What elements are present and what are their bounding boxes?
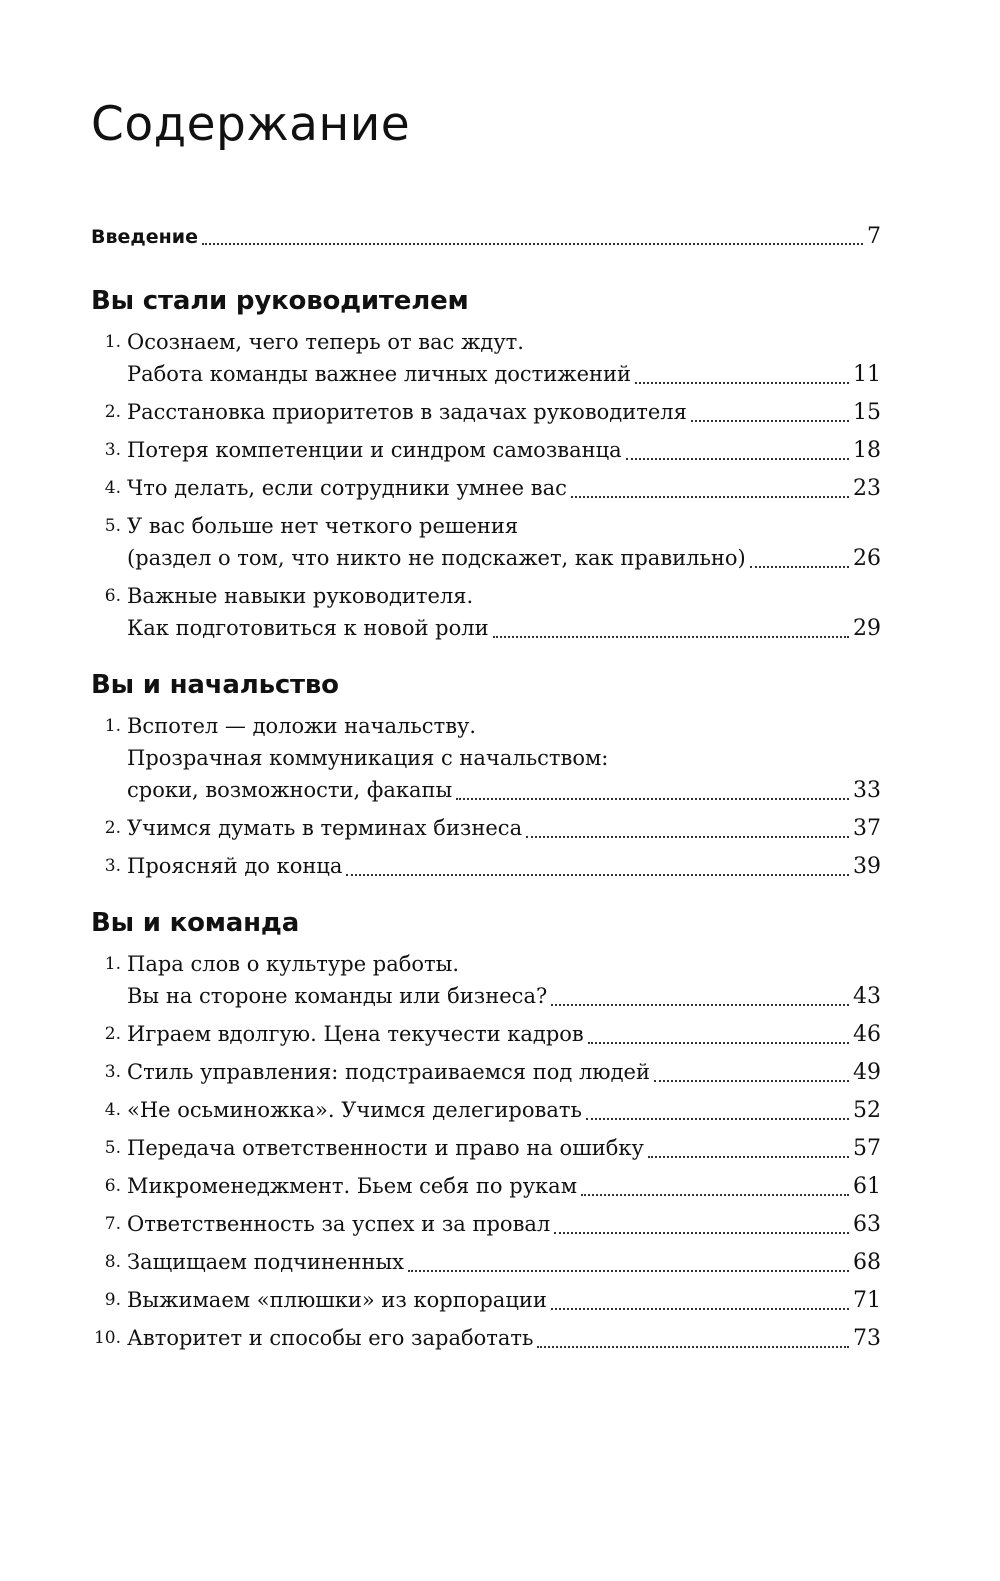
section-heading: Вы и команда <box>91 908 300 938</box>
toc-section <box>91 282 881 650</box>
dot-leader <box>750 566 849 568</box>
toc-entry-line: (раздел о том, что никто не подскажет, как правильно) <box>127 546 746 570</box>
toc-page-number: 18 <box>853 438 881 463</box>
toc-entry[interactable] <box>91 1246 881 1279</box>
toc-entry-number: 9. <box>104 1290 121 1310</box>
dot-leader <box>581 1194 849 1196</box>
toc-page-number: 43 <box>853 984 881 1009</box>
toc-entry[interactable] <box>91 1208 881 1241</box>
dot-leader <box>551 1004 849 1006</box>
section-heading: Вы и начальство <box>91 670 339 700</box>
toc-page-number: 46 <box>853 1022 881 1047</box>
toc-page-number: 61 <box>853 1174 881 1199</box>
toc-section <box>91 666 881 888</box>
toc-entry-label: Введение <box>91 226 198 248</box>
dot-leader <box>586 1118 849 1120</box>
toc-entry[interactable] <box>91 1284 881 1317</box>
toc-entry-number: 4. <box>104 478 121 498</box>
toc-entry-number: 2. <box>104 402 121 422</box>
toc-entry-line: Как подготовиться к новой роли <box>127 616 489 640</box>
toc-entry-line: Играем вдолгую. Цена текучести кадров <box>127 1022 584 1046</box>
toc-entry-number: 3. <box>104 440 121 460</box>
toc-section <box>91 904 881 1360</box>
toc-entry-line: Прозрачная коммуникация с начальством: <box>127 746 609 770</box>
toc-page-number: 15 <box>853 400 881 425</box>
dot-leader <box>691 420 849 422</box>
toc-entry[interactable] <box>91 1056 881 1089</box>
dot-leader <box>554 1232 849 1234</box>
dot-leader <box>537 1346 849 1348</box>
toc-entry[interactable] <box>91 812 881 845</box>
toc-entry[interactable] <box>91 948 881 1013</box>
toc-entry-number: 7. <box>104 1214 121 1234</box>
toc-page-number: 11 <box>853 362 881 387</box>
dot-leader <box>346 874 849 876</box>
page-title: Содержание <box>91 97 411 152</box>
toc-entry-line: сроки, возможности, факапы <box>127 778 453 802</box>
toc-entry-number: 5. <box>104 516 121 536</box>
toc-entry-line: Микроменеджмент. Бьем себя по рукам <box>127 1174 578 1198</box>
toc-entry-line: Работа команды важнее личных достижений <box>127 362 632 386</box>
dot-leader <box>551 1308 849 1310</box>
toc-page-number: 26 <box>853 546 881 571</box>
toc-entry[interactable] <box>91 580 881 645</box>
toc-entry[interactable] <box>91 396 881 429</box>
toc-page-number: 63 <box>853 1212 881 1237</box>
toc-page-number: 68 <box>853 1250 881 1275</box>
dot-leader <box>526 836 849 838</box>
toc-entry[interactable] <box>91 510 881 575</box>
toc-entry-line: Передача ответственности и право на ошибку <box>127 1136 644 1160</box>
toc-entry-number: 4. <box>104 1100 121 1120</box>
toc-entry-line: Пара слов о культуре работы. <box>127 952 460 976</box>
toc-page-number: 73 <box>853 1326 881 1351</box>
toc-entry-line: Ответственность за успех и за провал <box>127 1212 551 1236</box>
dot-leader <box>648 1156 849 1158</box>
toc-entry[interactable] <box>91 850 881 883</box>
dot-leader <box>493 636 849 638</box>
toc-entry[interactable] <box>91 1094 881 1127</box>
toc-entry-number: 1. <box>104 954 121 974</box>
toc-page-number: 39 <box>853 854 881 879</box>
dot-leader <box>626 458 849 460</box>
toc-entry[interactable] <box>91 434 881 467</box>
toc-entry-number: 8. <box>104 1252 121 1272</box>
toc-entry-number: 2. <box>104 1024 121 1044</box>
toc-entry-line: Важные навыки руководителя. <box>127 584 474 608</box>
toc-entry-line: Защищаем подчиненных <box>127 1250 405 1274</box>
toc-entry-line: Учимся думать в терминах бизнеса <box>127 816 523 840</box>
toc-entry-line: Осознаем, чего теперь от вас ждут. <box>127 330 524 354</box>
toc-entry-number: 6. <box>104 1176 121 1196</box>
toc-entry-line: Вспотел — доложи начальству. <box>127 714 477 738</box>
toc-entry[interactable] <box>91 1170 881 1203</box>
toc-entry-line: Авторитет и способы его заработать <box>127 1326 534 1350</box>
dot-leader <box>654 1080 849 1082</box>
toc-page-number: 37 <box>853 816 881 841</box>
toc-entry-number: 6. <box>104 586 121 606</box>
toc-entry-intro[interactable] <box>91 222 881 252</box>
dot-leader <box>588 1042 849 1044</box>
toc-entry-line: Потеря компетенции и синдром самозванца <box>127 438 622 462</box>
dot-leader <box>635 382 849 384</box>
toc-entry[interactable] <box>91 326 881 391</box>
toc-page-number: 7 <box>867 224 881 249</box>
toc-entry-number: 2. <box>104 818 121 838</box>
toc-entry[interactable] <box>91 1018 881 1051</box>
toc-page-number: 23 <box>853 476 881 501</box>
toc-entry[interactable] <box>91 1132 881 1165</box>
toc-entry[interactable] <box>91 1322 881 1355</box>
toc-entry[interactable] <box>91 472 881 505</box>
toc-entry-number: 3. <box>104 1062 121 1082</box>
toc-page-number: 29 <box>853 616 881 641</box>
toc-entry-number: 1. <box>104 716 121 736</box>
toc-page-number: 49 <box>853 1060 881 1085</box>
toc-entry-number: 1. <box>104 332 121 352</box>
dot-leader <box>408 1270 849 1272</box>
toc-entry[interactable] <box>91 710 881 807</box>
toc-entry-line: «Не осьминожка». Учимся делегировать <box>127 1098 582 1122</box>
toc-entry-line: Вы на стороне команды или бизнеса? <box>127 984 548 1008</box>
toc-entry-line: Выжимаем «плюшки» из корпорации <box>127 1288 547 1312</box>
toc-entry-line: Что делать, если сотрудники умнее вас <box>127 476 567 500</box>
toc-entry-number: 3. <box>104 856 121 876</box>
toc-page-number: 57 <box>853 1136 881 1161</box>
toc-entry-number: 5. <box>104 1138 121 1158</box>
toc-entry-number: 10. <box>93 1328 121 1348</box>
toc-entry-line: Проясняй до конца <box>127 854 343 878</box>
dot-leader <box>571 496 849 498</box>
toc-page-number: 33 <box>853 778 881 803</box>
toc-entry-line: Стиль управления: подстраиваемся под людей <box>127 1060 650 1084</box>
dot-leader <box>456 798 849 800</box>
dot-leader <box>202 243 863 245</box>
section-heading: Вы стали руководителем <box>91 286 469 316</box>
toc-page-number: 71 <box>853 1288 881 1313</box>
toc-entry-line: У вас больше нет четкого решения <box>127 514 519 538</box>
toc-page-number: 52 <box>853 1098 881 1123</box>
toc-entry-line: Расстановка приоритетов в задачах руководителя <box>127 400 687 424</box>
